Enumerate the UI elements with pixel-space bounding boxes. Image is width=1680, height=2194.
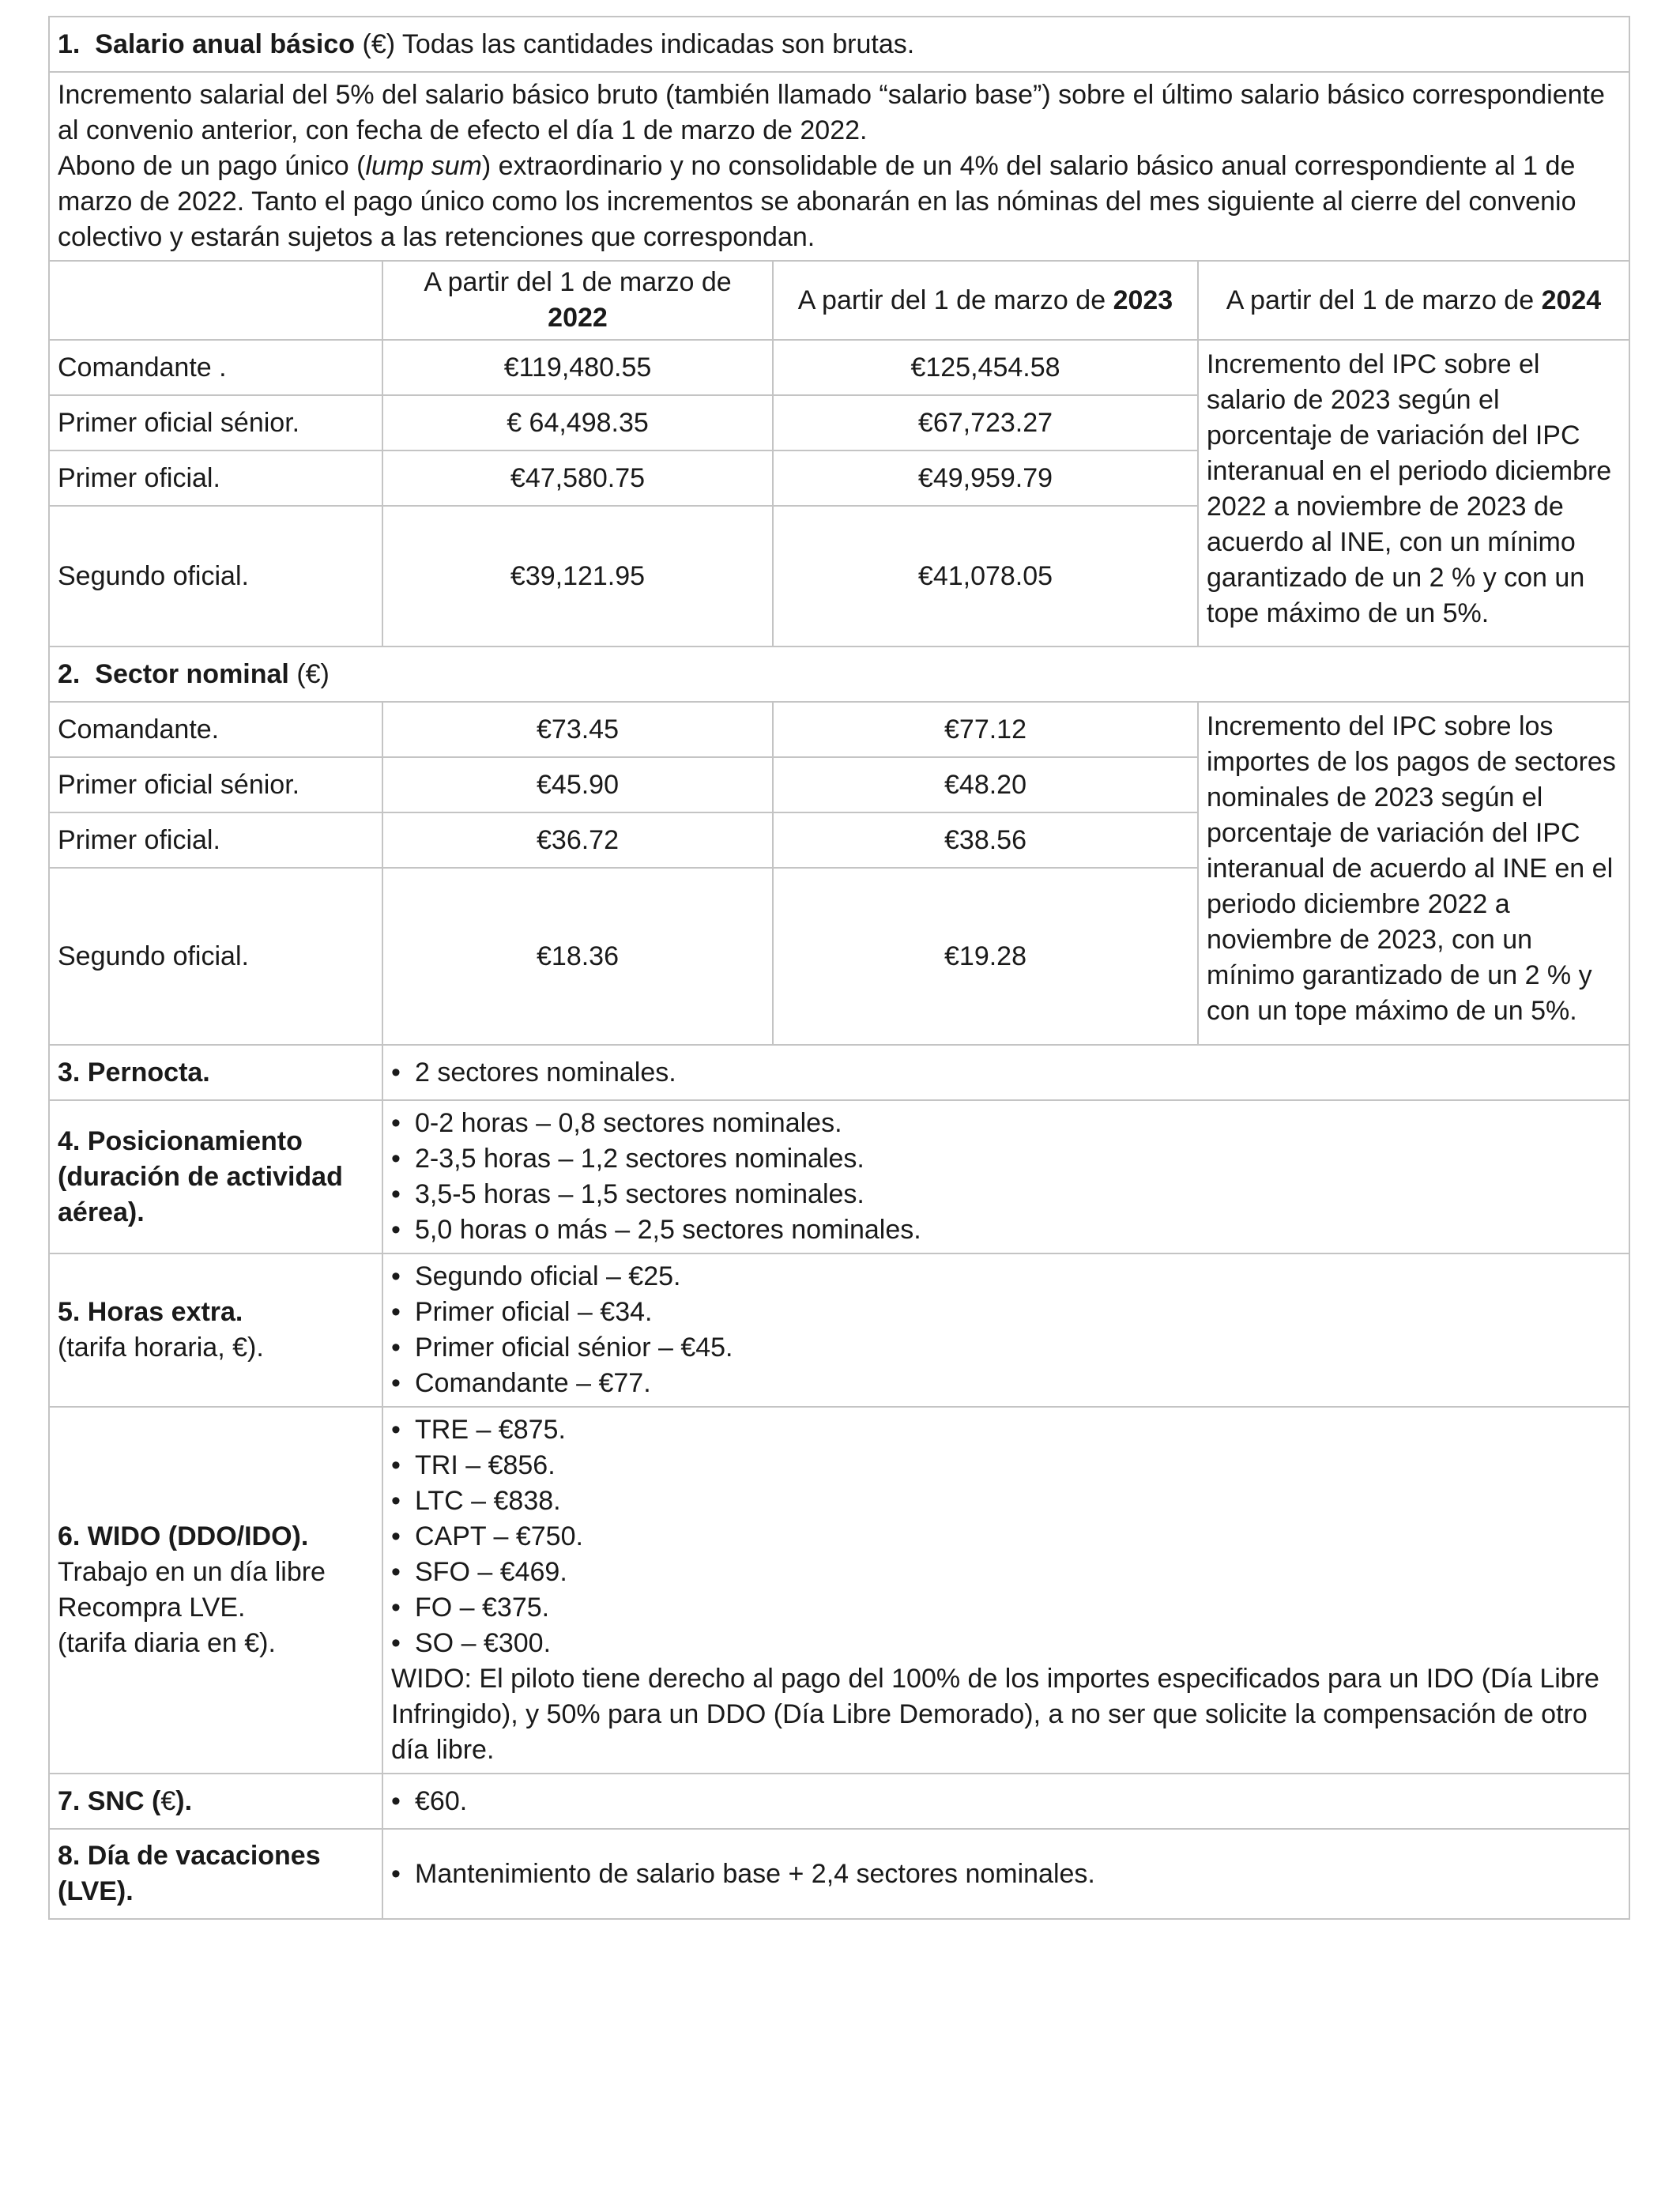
rank-label: Segundo oficial. bbox=[49, 506, 382, 647]
col-header-2023: A partir del 1 de marzo de 2023 bbox=[773, 261, 1198, 340]
list-item: • €60. bbox=[391, 1784, 1621, 1819]
section4-row bbox=[49, 1100, 1629, 1253]
section1-note: Todas las cantidades indicadas son brutas. bbox=[401, 28, 915, 59]
list-item: • FO – €375. bbox=[391, 1590, 1621, 1626]
section2-number: 2. bbox=[58, 658, 81, 689]
salary-2022: €119,480.55 bbox=[382, 340, 773, 395]
list-item: • Comandante – €77. bbox=[391, 1366, 1621, 1401]
list-item: • Mantenimiento de salario base + 2,4 sectores nominales. bbox=[391, 1857, 1621, 1892]
rank-label: Primer oficial sénior. bbox=[49, 395, 382, 450]
section1-header-row bbox=[49, 17, 1629, 72]
section5-label-cell bbox=[49, 1253, 382, 1407]
section1-desc-b: Abono de un pago único (lump sum) extraordinario y no consolidable de un 4% del salario básico anual correspondiente al 1 de marzo de 2022. Tanto el pago único como los incrementos se abonarán en las nóminas del mes siguiente al cierre del convenio colectivo y estarán sujetos a las retenciones que correspondan. bbox=[58, 151, 1576, 252]
rank-label: Comandante. bbox=[49, 702, 382, 757]
salary-2022: € 64,498.35 bbox=[382, 395, 773, 450]
section6-row bbox=[49, 1407, 1629, 1774]
list-item: • TRE – €875. bbox=[391, 1412, 1621, 1448]
section8-content bbox=[382, 1829, 1629, 1919]
section6-content bbox=[382, 1407, 1629, 1774]
list-item: • Primer oficial – €34. bbox=[391, 1295, 1621, 1330]
rank-label: Comandante . bbox=[49, 340, 382, 395]
section5-sublabel: (tarifa horaria, €). bbox=[58, 1333, 264, 1363]
section3-content bbox=[382, 1045, 1629, 1100]
salary-2022: €47,580.75 bbox=[382, 450, 773, 506]
section5-content bbox=[382, 1253, 1629, 1407]
list-item: • SFO – €469. bbox=[391, 1555, 1621, 1590]
salary-2022: €39,121.95 bbox=[382, 506, 773, 647]
section3-row bbox=[49, 1045, 1629, 1100]
sector-2023: €38.56 bbox=[773, 812, 1198, 868]
list-item: • 2 sectores nominales. bbox=[391, 1055, 1621, 1091]
section6-sub3: (tarifa diaria en €). bbox=[58, 1628, 276, 1658]
sector-2024-note: Incremento del IPC sobre los importes de los pagos de sectores nominales de 2023 según el porcentaje de variación del IPC interanual de acuerdo al INE en el periodo diciembre 2022 a noviembre de 2023, con un mínimo garantizado de un 2 % y con un tope máximo de un 5%. bbox=[1198, 702, 1629, 1045]
list-item: • 3,5-5 horas – 1,5 sectores nominales. bbox=[391, 1177, 1621, 1212]
salary-2023: €41,078.05 bbox=[773, 506, 1198, 647]
section7-label: 7. SNC (€). bbox=[49, 1774, 382, 1829]
sector-2023: €48.20 bbox=[773, 757, 1198, 812]
sector-2022: €18.36 bbox=[382, 868, 773, 1045]
section6-sub1: Trabajo en un día libre bbox=[58, 1557, 326, 1587]
section4-label: 4. Posicionamiento (duración de actividad aérea). bbox=[49, 1100, 382, 1253]
section2-currency: (€) bbox=[296, 658, 330, 689]
sector-2023: €19.28 bbox=[773, 868, 1198, 1045]
list-item: • 0-2 horas – 0,8 sectores nominales. bbox=[391, 1106, 1621, 1141]
list-item: • Primer oficial sénior – €45. bbox=[391, 1330, 1621, 1366]
section6-sub2: Recompra LVE. bbox=[58, 1593, 246, 1623]
sector-2023: €77.12 bbox=[773, 702, 1198, 757]
salary-2024-note: Incremento del IPC sobre el salario de 2023 según el porcentaje de variación del IPC interanual en el periodo diciembre 2022 a noviembre de 2023 de acuerdo al INE, con un mínimo garantizado de un 2 % y con un tope máximo de un 5%. bbox=[1198, 340, 1629, 647]
section4-content bbox=[382, 1100, 1629, 1253]
section2-header-row bbox=[49, 647, 1629, 702]
list-item: • SO – €300. bbox=[391, 1626, 1621, 1661]
sector-2022: €36.72 bbox=[382, 812, 773, 868]
rank-label: Primer oficial. bbox=[49, 450, 382, 506]
section1-header bbox=[49, 17, 1629, 72]
list-item: • Segundo oficial – €25. bbox=[391, 1259, 1621, 1295]
sector-2022: €73.45 bbox=[382, 702, 773, 757]
sector-row bbox=[49, 702, 1629, 757]
section7-row bbox=[49, 1774, 1629, 1829]
section1-number: 1. bbox=[58, 28, 81, 59]
section7-content bbox=[382, 1774, 1629, 1829]
section1-description-row bbox=[49, 72, 1629, 261]
list-item: • 2-3,5 horas – 1,2 sectores nominales. bbox=[391, 1141, 1621, 1177]
rank-label: Segundo oficial. bbox=[49, 868, 382, 1045]
list-item: • LTC – €838. bbox=[391, 1483, 1621, 1519]
salary-2023: €125,454.58 bbox=[773, 340, 1198, 395]
section6-label: 6. WIDO (DDO/IDO). bbox=[58, 1521, 309, 1551]
col-header-2022: A partir del 1 de marzo de 2022 bbox=[382, 261, 773, 340]
compensation-table bbox=[48, 16, 1630, 1920]
section1-description bbox=[49, 72, 1629, 261]
col-header-2024: A partir del 1 de marzo de 2024 bbox=[1198, 261, 1629, 340]
section8-label: 8. Día de vacaciones (LVE). bbox=[49, 1829, 382, 1919]
section2-title: Sector nominal bbox=[95, 658, 289, 689]
empty-header-cell bbox=[49, 261, 382, 340]
salary-row bbox=[49, 340, 1629, 395]
section6-note: WIDO: El piloto tiene derecho al pago del 100% de los importes especificados para un IDO (Día Libre Infringido), y 50% para un DDO (Día Libre Demorado), a no ser que solicite la compensación de otro día libre. bbox=[391, 1664, 1599, 1765]
salary-2023: €67,723.27 bbox=[773, 395, 1198, 450]
section1-desc-a: Incremento salarial del 5% del salario básico bruto (también llamado “salario base”) sobre el último salario básico correspondiente al convenio anterior, con fecha de efecto el día 1 de marzo de 2022. bbox=[58, 80, 1605, 145]
rank-label: Primer oficial sénior. bbox=[49, 757, 382, 812]
section5-row bbox=[49, 1253, 1629, 1407]
section6-label-cell bbox=[49, 1407, 382, 1774]
section2-header bbox=[49, 647, 1629, 702]
sector-2022: €45.90 bbox=[382, 757, 773, 812]
year-header-row bbox=[49, 261, 1629, 340]
section1-currency: (€) bbox=[362, 28, 396, 59]
list-item: • 5,0 horas o más – 2,5 sectores nominales. bbox=[391, 1212, 1621, 1248]
section5-label: 5. Horas extra. bbox=[58, 1297, 243, 1327]
rank-label: Primer oficial. bbox=[49, 812, 382, 868]
section1-title: Salario anual básico bbox=[95, 28, 356, 59]
list-item: • CAPT – €750. bbox=[391, 1519, 1621, 1555]
section8-row bbox=[49, 1829, 1629, 1919]
salary-2023: €49,959.79 bbox=[773, 450, 1198, 506]
section3-label: 3. Pernocta. bbox=[49, 1045, 382, 1100]
list-item: • TRI – €856. bbox=[391, 1448, 1621, 1483]
